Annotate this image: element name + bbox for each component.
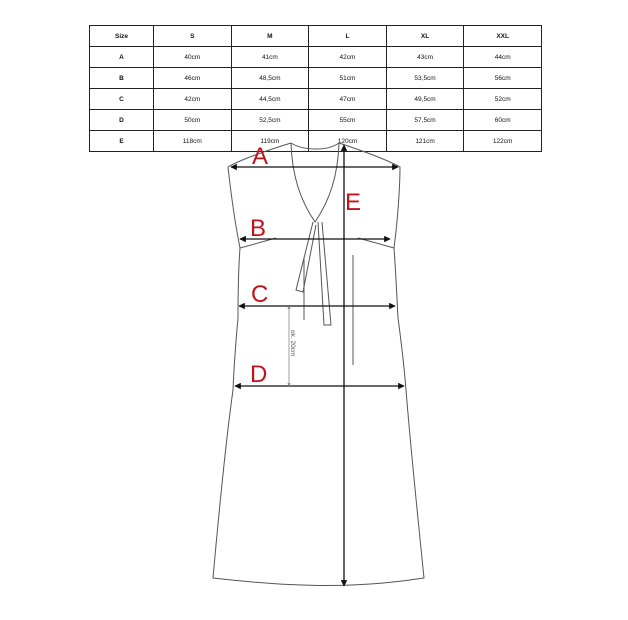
- table-cell: 47cm: [309, 89, 387, 110]
- tie-right: [318, 222, 331, 325]
- table-cell: 48,5cm: [231, 68, 309, 89]
- table-cell: 44,5cm: [231, 89, 309, 110]
- table-cell: 120cm: [309, 131, 387, 152]
- row-label: D: [90, 110, 154, 131]
- table-cell: 53,5cm: [386, 68, 464, 89]
- table-cell: 41cm: [231, 47, 309, 68]
- label-a: A: [252, 143, 269, 170]
- header-size: Size: [90, 26, 154, 47]
- dress-body-outline: [213, 143, 424, 586]
- label-e: E: [345, 189, 362, 216]
- header-s: S: [154, 26, 232, 47]
- row-label: E: [90, 131, 154, 152]
- table-cell: 43cm: [386, 47, 464, 68]
- table-cell: 60cm: [464, 110, 542, 131]
- table-cell: 46cm: [154, 68, 232, 89]
- table-cell: 52cm: [464, 89, 542, 110]
- header-xxl: XXL: [464, 26, 542, 47]
- table-cell: 51cm: [309, 68, 387, 89]
- table-cell: 57,5cm: [386, 110, 464, 131]
- collar-edge: [291, 143, 339, 149]
- table-cell: 40cm: [154, 47, 232, 68]
- table-cell: 119cm: [231, 131, 309, 152]
- header-m: M: [231, 26, 309, 47]
- table-cell: 42cm: [154, 89, 232, 110]
- row-label: A: [90, 47, 154, 68]
- header-xl: XL: [386, 26, 464, 47]
- dress-outline: [213, 143, 424, 586]
- table-cell: 118cm: [154, 131, 232, 152]
- header-l: L: [309, 26, 387, 47]
- label-d: D: [250, 361, 268, 388]
- table-cell: 122cm: [464, 131, 542, 152]
- table-cell: 49,5cm: [386, 89, 464, 110]
- table-cell: 42cm: [309, 47, 387, 68]
- note-20cm: ok. 20cm: [289, 330, 296, 357]
- table-cell: 56cm: [464, 68, 542, 89]
- neckline: [291, 143, 339, 222]
- row-label: B: [90, 68, 154, 89]
- table-cell: 44cm: [464, 47, 542, 68]
- label-c: C: [251, 281, 269, 308]
- table-cell: 55cm: [309, 110, 387, 131]
- table-cell: 50cm: [154, 110, 232, 131]
- label-b: B: [250, 215, 267, 242]
- table-cell: 52,5cm: [231, 110, 309, 131]
- row-label: C: [90, 89, 154, 110]
- table-cell: 121cm: [386, 131, 464, 152]
- tie-left: [296, 222, 316, 292]
